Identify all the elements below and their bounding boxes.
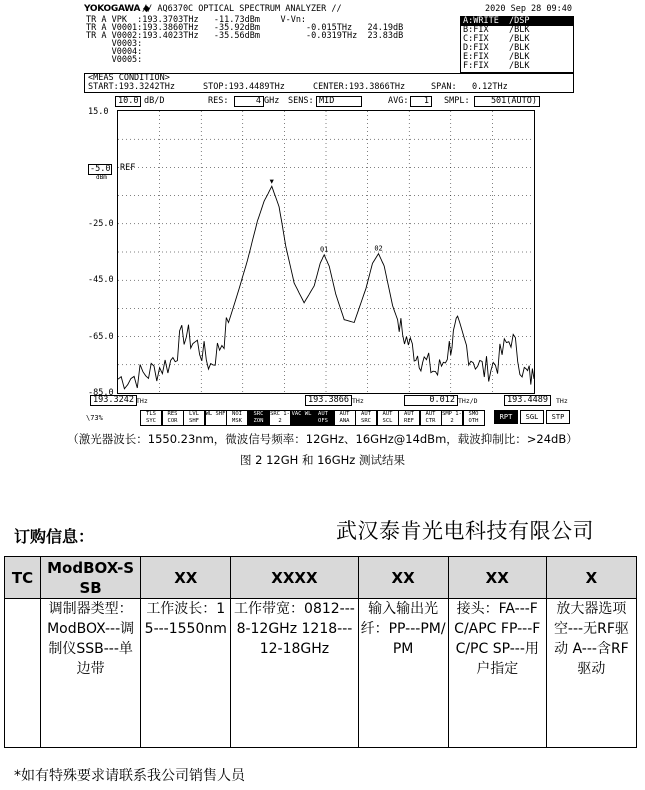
softkey-button[interactable]: TLS SYC [140, 410, 162, 426]
spectrum-plot [117, 110, 535, 394]
company-name: 武汉泰肯光电科技有限公司 [336, 519, 594, 543]
softkey-button[interactable]: AUT SCL [377, 410, 399, 426]
x-unit-label: THz [556, 397, 568, 405]
avg-label: AVG: [388, 96, 409, 106]
sens-value[interactable]: MID [316, 96, 362, 107]
y-tick-label: -45.0 [88, 275, 114, 285]
instrument-model: // AQ6370C OPTICAL SPECTRUM ANALYZER // [142, 4, 342, 14]
softkey-button[interactable]: VAC WL [291, 410, 313, 426]
figure-caption-conditions: （激光器波长：1550.23nm，微波信号频率：12GHz、16GHz@14dBm，载波抑制比：>24dB） [67, 432, 578, 446]
span-value: SPAN: 0.12THz [431, 82, 508, 92]
meas-condition [84, 73, 574, 93]
softkey-button[interactable]: LVL SHF [183, 410, 205, 426]
brand-logo: YOKOGAWA ◆ [84, 4, 150, 14]
start-value: START:193.3242THz [88, 82, 175, 92]
sens-label: SENS: [288, 96, 314, 106]
x-stop-label[interactable]: 193.4489 [504, 395, 551, 406]
table-cell [5, 599, 41, 748]
marker-line: V0003: [86, 39, 143, 49]
date-time: 2020 Sep 28 09:40 [485, 4, 572, 14]
table-header-row [5, 557, 637, 599]
table-header: XX [448, 557, 546, 599]
trace-list [460, 16, 574, 73]
table-cell: 调制器类型：ModBOX---调制仪SSB---单边带 [41, 599, 141, 748]
repeat-button[interactable]: RPT [494, 410, 518, 424]
res-value[interactable]: 4 [234, 96, 264, 107]
softkey-button[interactable]: WL SHF [205, 410, 227, 426]
ref-level-unit: dBm [96, 174, 107, 181]
softkey-button[interactable]: SRC 1-2 [269, 410, 291, 426]
smpl-value[interactable]: 501(AUTO) [474, 96, 540, 107]
ref-level[interactable]: -5.0 [90, 164, 111, 174]
y-tick-label: -25.0 [88, 219, 114, 229]
settings-bar [84, 96, 574, 108]
softkey-button[interactable]: NOI MSK [226, 410, 248, 426]
marker-readout [86, 15, 456, 65]
table-cell: 放大器选项空---无RF驱动 A---含RF驱动 [546, 599, 636, 748]
y-tick-label: -65.0 [88, 332, 114, 342]
x-unit-label: THz [352, 397, 364, 405]
x-step-label[interactable]: 0.012 [404, 395, 458, 406]
res-unit: GHz [264, 96, 280, 106]
stop-button[interactable]: STP [546, 410, 570, 424]
table-row [5, 599, 637, 748]
ordering-table [4, 556, 637, 748]
trace-item[interactable]: A:WRITE /DSP [461, 17, 573, 26]
table-header: TC [5, 557, 41, 599]
marker-line: V0005: [86, 55, 143, 65]
table-header: ModBOX-SSB [41, 557, 141, 599]
smpl-label: SMPL: [444, 96, 470, 106]
res-label: RES: [208, 96, 229, 106]
figure-caption-title: 图 2 12GH 和 16GHz 测试结果 [239, 453, 405, 467]
avg-value[interactable]: 1 [410, 96, 432, 107]
trace-item[interactable]: C:FIX /BLK [463, 34, 530, 44]
y-tick-label: -85.0 [88, 388, 114, 398]
trace-item[interactable]: F:FIX /BLK [463, 61, 530, 71]
peak-marker: 01 [319, 245, 329, 254]
table-header: XX [358, 557, 448, 599]
x-unit-label: THz [136, 397, 148, 405]
softkey-button[interactable]: SRC ZON [248, 410, 270, 426]
stop-value: STOP:193.4489THz [203, 82, 285, 92]
table-header: X [546, 557, 636, 599]
meas-title: <MEAS CONDITION> [88, 73, 170, 83]
softkey-button[interactable]: SMO OTH [463, 410, 485, 426]
softkey-button[interactable]: AUT CTR [420, 410, 442, 426]
softkey-button[interactable]: AUT ANA [334, 410, 356, 426]
softkey-button[interactable]: AUT OFS [312, 410, 334, 426]
softkey-button[interactable]: AUT REF [398, 410, 420, 426]
single-button[interactable]: SGL [520, 410, 544, 424]
table-header: XX [141, 557, 231, 599]
peak-marker: 02 [374, 244, 383, 253]
table-header: XXXX [231, 557, 358, 599]
softkey-button[interactable]: AUT SRC [355, 410, 377, 426]
trace-item[interactable]: D:FIX /BLK [463, 43, 530, 53]
table-cell: 输入输出光纤：PP---PM/PM [358, 599, 448, 748]
trace-item[interactable]: E:FIX /BLK [463, 52, 530, 62]
x-step-unit: THz/D [458, 397, 478, 405]
marker-line: TR A VPK :193.3703THz -11.73dBm V-Vn: [86, 15, 307, 25]
ref-scale[interactable]: 10.0 [115, 96, 141, 107]
softkey-button[interactable]: RES COR [162, 410, 184, 426]
marker-line: TR A V0002:193.4023THz -35.56dBm -0.0319THz 23.83dB [86, 31, 404, 41]
osa-screen [84, 4, 574, 428]
peak-marker: ▼ [269, 177, 274, 186]
ref-unit: dB/D [144, 96, 165, 106]
marker-line: V0004: [86, 47, 143, 57]
softkey-button[interactable]: SMP 1-2 [441, 410, 463, 426]
x-start-label[interactable]: 193.3242 [90, 395, 137, 406]
marker-line: TR A V0001:193.3860THz -35.92dBm -0.015THz 24.19dB [86, 23, 404, 33]
table-cell: 工作波长：15---1550nm [141, 599, 231, 748]
center-value: CENTER:193.3866THz [313, 82, 406, 92]
progress-indicator: \73% [86, 414, 103, 422]
footnote: *如有特殊要求请联系我公司销售人员 [14, 768, 245, 784]
ref-label: REF [120, 163, 136, 173]
trace-item[interactable]: B:FIX /BLK [463, 25, 530, 35]
table-cell: 接头：FA---FC/APC FP---FC/PC SP---用户指定 [448, 599, 546, 748]
x-center-label[interactable]: 193.3866 [305, 395, 352, 406]
table-cell: 工作带宽：0812---8-12GHz 1218---12-18GHz [231, 599, 358, 748]
order-info-title: 订购信息： [14, 527, 95, 546]
y-tick-label: 15.0 [88, 107, 109, 117]
